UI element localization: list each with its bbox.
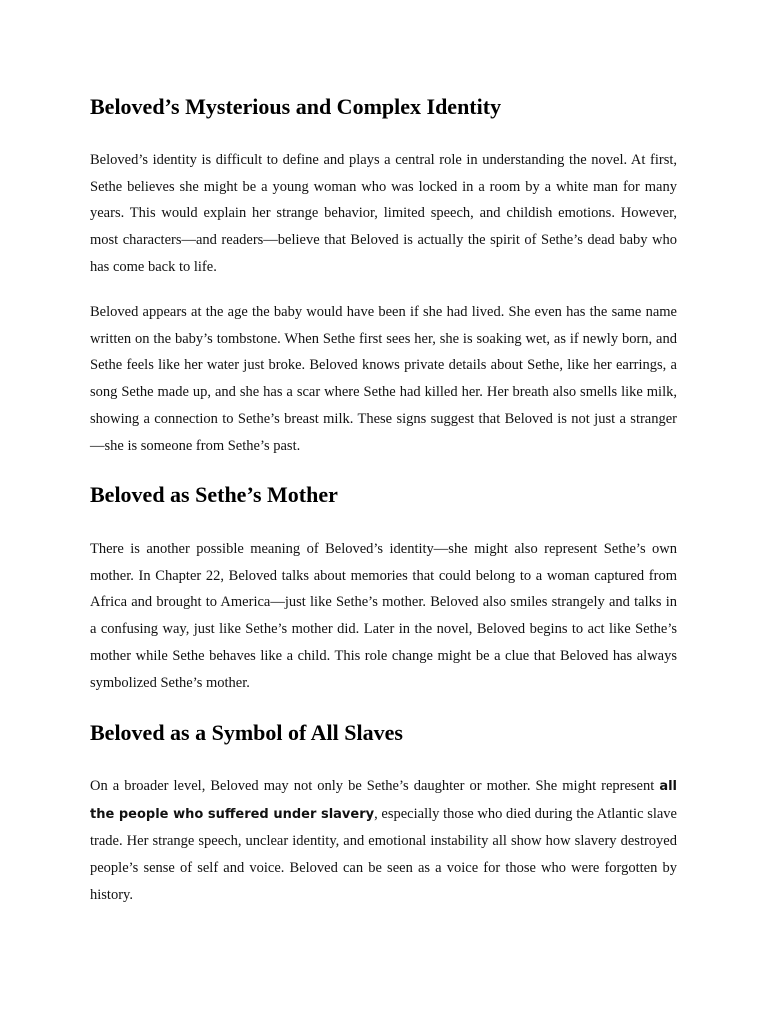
bold-emphasis: all the people who suffered under slavery (90, 779, 677, 822)
paragraph-text: On a broader level, Beloved may not only be Sethe’s daughter or mother. She might represent (90, 778, 660, 794)
section-heading: Beloved’s Mysterious and Complex Identity (90, 94, 502, 119)
body-paragraph: Beloved’s identity is difficult to define and plays a central role in understanding the novel. At first, Sethe believes she might be a young woman who was locked in a room by a white man for many years. This would explain her strange behavior, limited speech, and childish emotions. However, most characters—and readers—believe that Beloved is actually the spirit of Sethe’s dead baby who has come back to life. (90, 152, 677, 275)
section-heading: Beloved as Sethe’s Mother (90, 482, 338, 507)
body-paragraph: Beloved appears at the age the baby would have been if she had lived. She even has the same name written on the baby’s tombstone. When Sethe first sees her, she is soaking wet, as if newly born, and Sethe feels like her water just broke. Beloved knows private details about Sethe, like her earrings, a song Sethe made up, and she has a scar where Sethe had killed her. Her breath also smells like milk, showing a connection to Sethe’s breast milk. These signs suggest that Beloved is not just a stranger—she is someone from Sethe’s past. (90, 304, 677, 454)
body-paragraph (90, 773, 677, 909)
document-page (90, 0, 677, 1024)
paragraph-text: , especially those who died during the Atlantic slave trade. Her strange speech, unclear identity, and emotional instability all show how slavery destroyed people’s sense of self and voice. Beloved can be seen as a voice for those who were forgotten by history. (90, 805, 677, 903)
body-paragraph: There is another possible meaning of Beloved’s identity—she might also represent Sethe’s own mother. In Chapter 22, Beloved talks about memories that could belong to a woman captured from Africa and brought to America—just like Sethe’s mother. Beloved also smiles strangely and talks in a confusing way, just like Sethe’s mother did. Later in the novel, Beloved begins to act like Sethe’s mother while Sethe behaves like a child. This role change might be a clue that Beloved has always symbolized Sethe’s mother. (90, 541, 677, 691)
section-heading: Beloved as a Symbol of All Slaves (90, 720, 403, 745)
